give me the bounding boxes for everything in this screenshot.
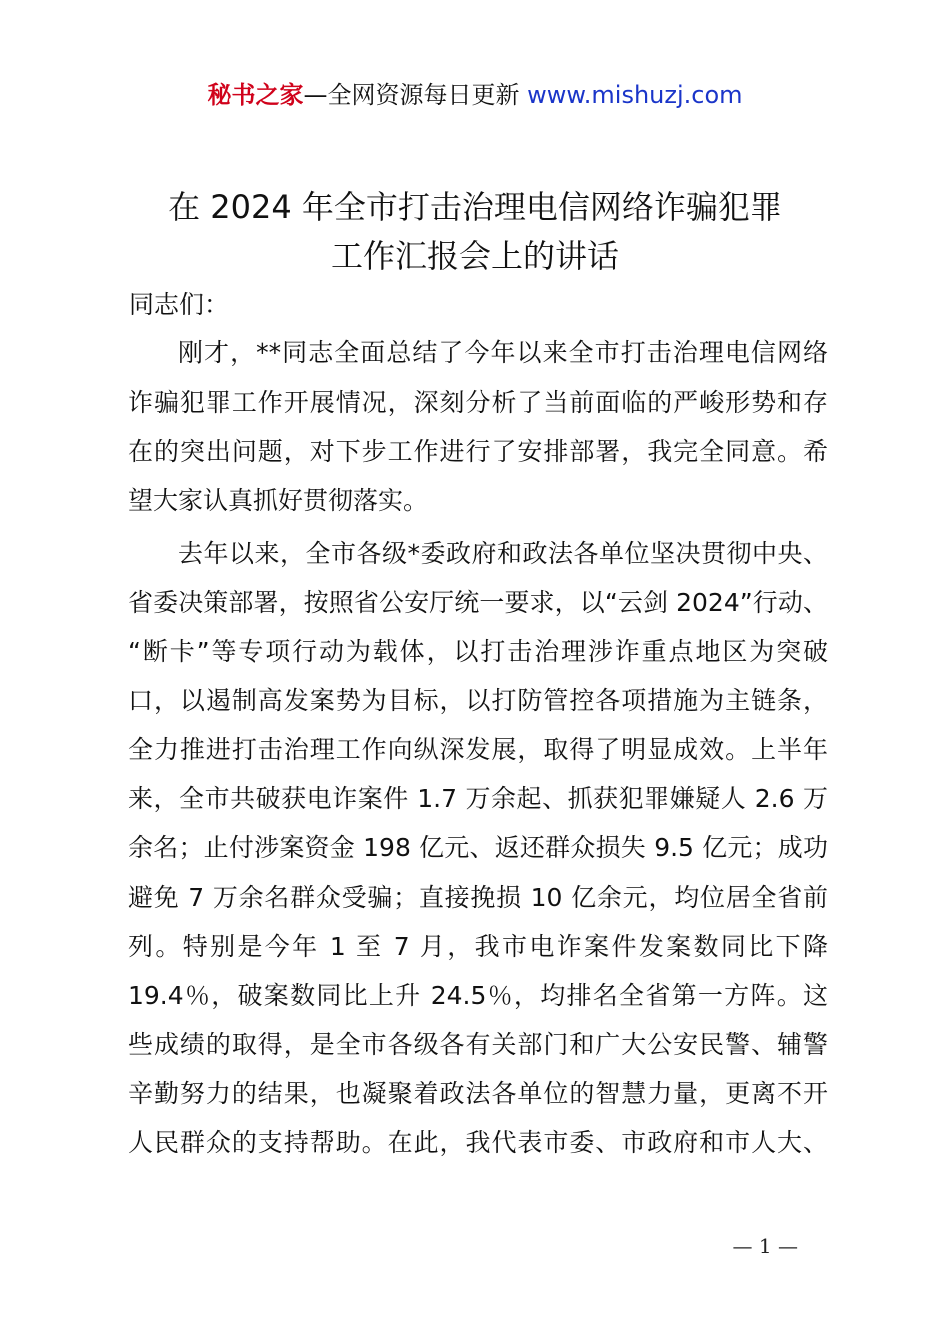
paragraph-2-line-5: 全力推进打击治理工作向纵深发展，取得了明显成效。上半年 bbox=[128, 735, 828, 764]
paragraph-2-line-12: 辛勤努力的结果，也凝聚着政法各单位的智慧力量，更离不开 bbox=[128, 1079, 828, 1108]
document-title bbox=[0, 183, 950, 281]
paragraph-2-line-3: “断卡”等专项行动为载体，以打击治理涉诈重点地区为突破 bbox=[128, 637, 828, 666]
paragraph-2-line-9: 列。特别是今年 1 至 7 月，我市电诈案件发案数同比下降 bbox=[128, 932, 828, 961]
header-tagline: —全网资源每日更新 bbox=[303, 81, 520, 109]
paragraph-2-line-4: 口，以遏制高发案势为目标，以打防管控各项措施为主链条， bbox=[128, 686, 828, 715]
paragraph-2-line-8: 避免 7 万余名群众受骗；直接挽损 10 亿余元，均位居全省前 bbox=[128, 883, 828, 912]
paragraph-2-line-11: 些成绩的取得，是全市各级各有关部门和广大公安民警、辅警 bbox=[128, 1030, 828, 1059]
site-url-link[interactable]: www.mishuzj.com bbox=[527, 81, 743, 109]
title-line-2: 工作汇报会上的讲话 bbox=[330, 237, 619, 275]
page-footer bbox=[0, 1234, 950, 1258]
paragraph-2-line-7: 余名；止付涉案资金 198 亿元、返还群众损失 9.5 亿元；成功 bbox=[128, 833, 828, 862]
paragraph-1-line-3: 在的突出问题，对下步工作进行了安排部署，我完全同意。希 bbox=[128, 437, 828, 466]
paragraph-2-line-13: 人民群众的支持帮助。在此，我代表市委、市政府和市人大、 bbox=[128, 1128, 828, 1157]
paragraph-2-line-1: 去年以来，全市各级*委政府和政法各单位坚决贯彻中央、 bbox=[178, 539, 828, 568]
paragraph-2-line-2: 省委决策部署，按照省公安厅统一要求，以“云剑 2024”行动、 bbox=[128, 588, 828, 617]
title-line-1: 在 2024 年全市打击治理电信网络诈骗犯罪 bbox=[168, 188, 782, 226]
paragraph-2-line-6: 来，全市共破获电诈案件 1.7 万余起、抓获犯罪嫌疑人 2.6 万 bbox=[128, 784, 828, 813]
paragraph-1-line-1: 刚才，**同志全面总结了今年以来全市打击治理电信网络 bbox=[178, 338, 828, 367]
paragraph-2-line-10: 19.4％，破案数同比上升 24.5％，均排名全省第一方阵。这 bbox=[128, 981, 828, 1010]
greeting: 同志们： bbox=[129, 290, 230, 319]
paragraph-1-line-2: 诈骗犯罪工作开展情况，深刻分析了当前面临的严峻形势和存 bbox=[128, 388, 828, 417]
site-header bbox=[0, 78, 950, 112]
page-number: — 1 — bbox=[732, 1234, 798, 1258]
brand-name: 秘书之家 bbox=[207, 81, 304, 109]
paragraph-1-line-4: 望大家认真抓好贯彻落实。 bbox=[128, 486, 429, 515]
